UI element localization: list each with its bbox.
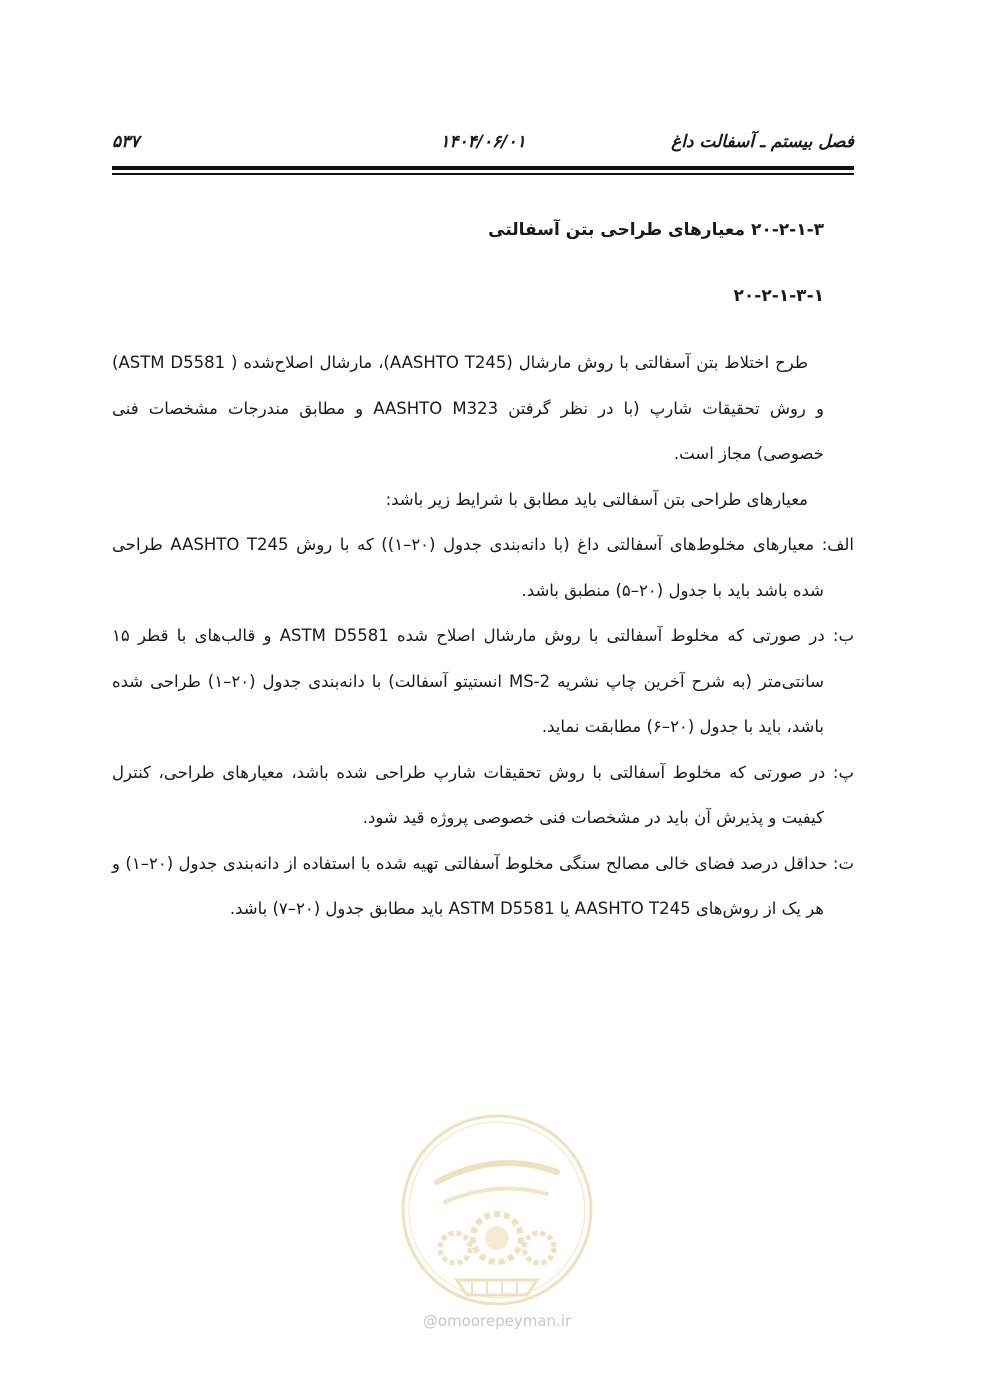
subsection-number: ۲۰-۲-۱-۳-۱ — [733, 286, 824, 306]
list-item-be: ب: در صورتی که مخلوط آسفالتی با روش مارشال اصلاح شده ASTM D5581 و قالب‌های با قطر ۱۵ سانتی‌متر (به شرح آخرین چاپ نشریه MS-2 انستیتو آسفالت) با دانه‌بندی جدول (۲۰–۱) طراحی شده باشد، باید با جدول (۲۰–۶) مطابقت نماید. — [112, 626, 854, 736]
section-title: ۲۰-۲-۱-۳ معیارهای طراحی بتن آسفالتی — [488, 220, 824, 240]
paragraph-design-methods: طرح اختلاط بتن آسفالتی با روش مارشال (AASHTO T245)، مارشال اصلاح‌شده ( ASTM D5581) و روش تحقیقات شارپ (با در نظر گرفتن AASHTO M323 و مطابق مندرجات مشخصات فنی خصوصی) مجاز است. — [112, 353, 824, 463]
page-number: ۵۳۷ — [112, 132, 140, 152]
chapter-title: فصل بیستم ـ آسفالت داغ — [671, 132, 854, 152]
header-rule-thin — [112, 173, 854, 175]
list-item-alef: الف: معیارهای مخلوط‌های آسفالتی داغ (با دانه‌بندی جدول (۲۰–۱)) که با روش AASHTO T245 طراحی شده باشد باید با جدول (۲۰–۵) منطبق باشد. — [112, 535, 854, 600]
page-body — [112, 208, 854, 932]
page-header — [112, 124, 854, 164]
watermark-url: @omoorepeyman.ir — [422, 1312, 572, 1330]
paragraph-criteria-intro: معیارهای طراحی بتن آسفالتی باید مطابق با شرایط زیر باشد: — [385, 489, 808, 509]
header-date: ۱۴۰۴/۰۶/۰۱ — [440, 132, 526, 152]
list-item-pe: پ: در صورتی که مخلوط آسفالتی با روش تحقیقات شارپ طراحی شده باشد، معیارهای طراحی، کنترل کیفیت و پذیرش آن باید در مشخصات فنی خصوصی پروژه قید شود. — [112, 762, 854, 827]
header-rule-thick — [112, 166, 854, 170]
watermark-logo — [397, 1110, 597, 1310]
list-item-te: ت: حداقل درصد فضای خالی مصالح سنگی مخلوط آسفالتی تهیه شده با استفاده از دانه‌بندی جدول (۲۰–۱) و هر یک از روش‌های AASHTO T245 یا ASTM D5581 باید مطابق جدول (۲۰–۷) باشد. — [112, 853, 854, 918]
